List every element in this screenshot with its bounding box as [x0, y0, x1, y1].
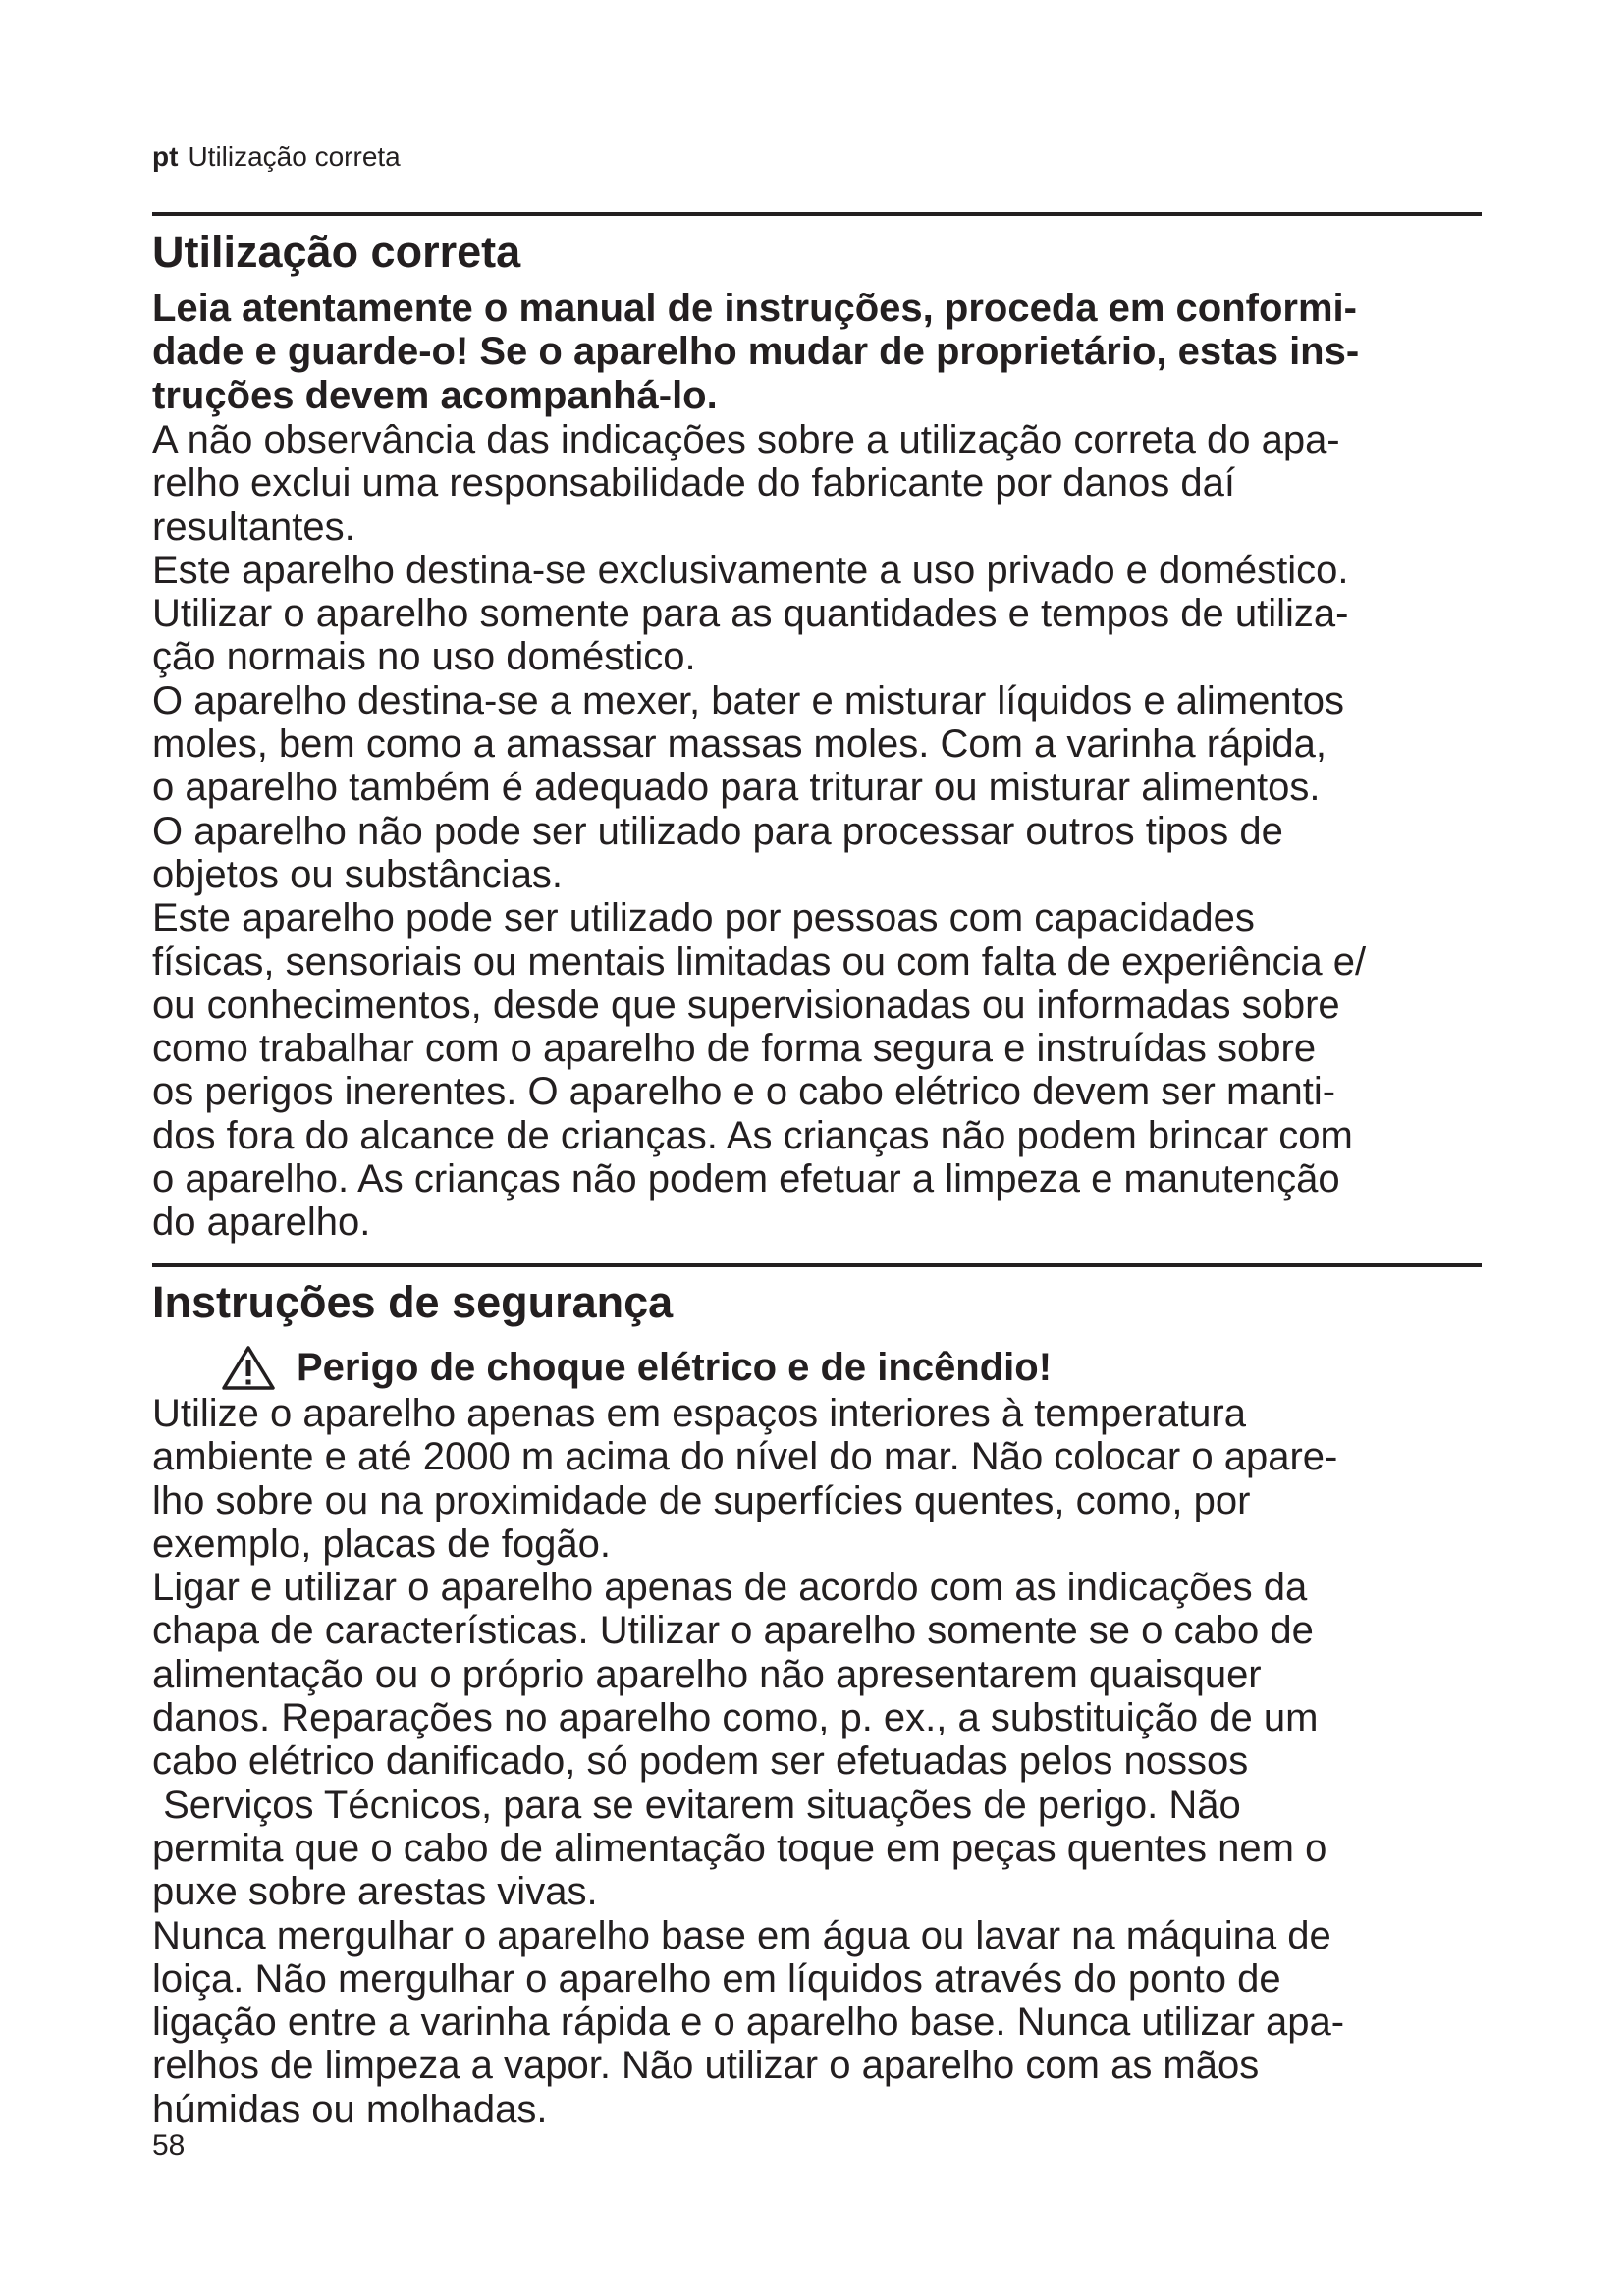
section-divider-2 [152, 1263, 1482, 1267]
intro-line: dade e guarde-o! Se o aparelho mudar de proprietário, estas ins- [152, 330, 1360, 374]
body-line: o aparelho também é adequado para triturar ou misturar alimentos. [152, 766, 1321, 810]
body-line: objetos ou substâncias. [152, 852, 564, 896]
body-line: Este aparelho destina-se exclusivamente a uso privado e doméstico. [152, 548, 1349, 592]
body-line: chapa de características. Utilizar o aparelho somente se o cabo de [152, 1609, 1314, 1653]
section-divider-1 [152, 212, 1482, 216]
warning-heading [222, 1343, 1052, 1392]
body-line: resultantes. [152, 505, 355, 549]
body-line: Nunca mergulhar o aparelho base em água ou lavar na máquina de [152, 1913, 1331, 1957]
body-line: ligação entre a varinha rápida e o aparelho base. Nunca utilizar apa- [152, 2001, 1345, 2045]
body-line: permita que o cabo de alimentação toque em peças quentes nem o [152, 1826, 1327, 1870]
body-line: Serviços Técnicos, para se evitarem situações de perigo. Não [152, 1783, 1241, 1827]
body-line: moles, bem como a amassar massas moles. Com a varinha rápida, [152, 722, 1327, 767]
body-line: cabo elétrico danificado, só podem ser efetuadas pelos nossos [152, 1739, 1249, 1784]
body-line: dos fora do alcance de crianças. As crianças não podem brincar com [152, 1113, 1353, 1157]
body-line: relhos de limpeza a vapor. Não utilizar o aparelho com as mãos [152, 2044, 1260, 2088]
body-line: como trabalhar com o aparelho de forma segura e instruídas sobre [152, 1027, 1317, 1071]
page-number: 58 [152, 2129, 186, 2162]
intro-line: Leia atentamente o manual de instruções, proceda em conformi- [152, 287, 1357, 330]
body-line: O aparelho destina-se a mexer, bater e misturar líquidos e alimentos [152, 678, 1344, 722]
intro-bold-paragraph [152, 287, 1359, 417]
body-line: Este aparelho pode ser utilizado por pessoas com capacidades [152, 896, 1255, 940]
body-line: o aparelho. As crianças não podem efetuar a limpeza e manutenção [152, 1157, 1340, 1201]
running-header [152, 140, 401, 174]
body-line: danos. Reparações no aparelho como, p. ex., a substituição de um [152, 1696, 1319, 1740]
body-line: puxe sobre arestas vivas. [152, 1870, 598, 1914]
intended-use-body [152, 418, 1366, 1245]
header-section-title: Utilização correta [188, 141, 401, 172]
body-line: loiça. Não mergulhar o aparelho em líquidos através do ponto de [152, 1956, 1281, 2001]
body-line: Utilizar o aparelho somente para as quantidades e tempos de utiliza- [152, 592, 1349, 636]
body-line: O aparelho não pode ser utilizado para processar outros tipos de [152, 809, 1283, 853]
body-line: Utilize o aparelho apenas em espaços interiores à temperatura [152, 1392, 1246, 1435]
body-line: ção normais no uso doméstico. [152, 635, 696, 679]
body-line: lho sobre ou na proximidade de superfícies quentes, como, por [152, 1478, 1251, 1522]
section-title-intended-use: Utilização correta [152, 227, 521, 277]
body-line: físicas, sensoriais ou mentais limitadas ou com falta de experiência e/ [152, 939, 1367, 984]
body-line: ambiente e até 2000 m acima do nível do mar. Não colocar o apare- [152, 1435, 1338, 1479]
warning-triangle-icon [222, 1345, 275, 1390]
body-line: A não observância das indicações sobre a utilização correta do apa- [152, 418, 1340, 461]
body-line: alimentação ou o próprio aparelho não apresentarem quaisquer [152, 1652, 1262, 1696]
body-line: Ligar e utilizar o aparelho apenas de acordo com as indicações da [152, 1566, 1308, 1610]
safety-body [152, 1392, 1344, 2131]
body-line: húmidas ou molhadas. [152, 2087, 548, 2131]
body-line: ou conhecimentos, desde que supervisionadas ou informadas sobre [152, 983, 1340, 1027]
body-line: do aparelho. [152, 1201, 371, 1245]
warning-title: Perigo de choque elétrico e de incêndio! [297, 1346, 1053, 1389]
section-title-safety-instructions: Instruções de segurança [152, 1277, 674, 1327]
body-line: os perigos inerentes. O aparelho e o cabo elétrico devem ser manti- [152, 1070, 1336, 1114]
intro-line: truções devem acompanhá-lo. [152, 373, 718, 417]
body-line: relho exclui uma responsabilidade do fabricante por danos daí [152, 461, 1235, 506]
language-code: pt [152, 141, 179, 172]
body-line: exemplo, placas de fogão. [152, 1522, 611, 1566]
